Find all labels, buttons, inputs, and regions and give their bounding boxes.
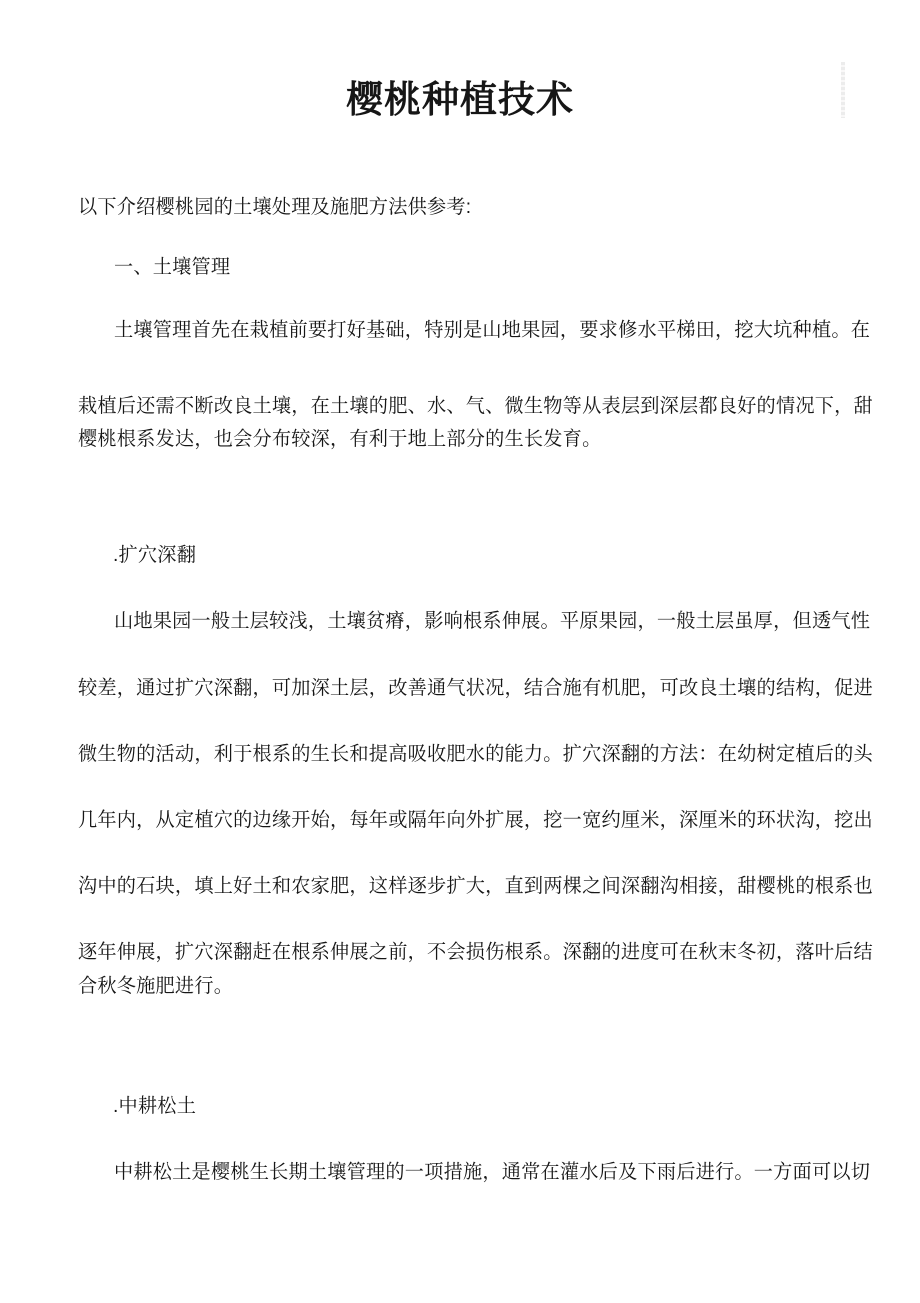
body-text-line: 逐年伸展，扩穴深翻赶在根系伸展之前，不会损伤根系。深翻的进度可在秋末冬初，落叶后结 xyxy=(78,942,873,963)
body-text-line: 微生物的活动，利于根系的生长和提高吸收肥水的能力。扩穴深翻的方法：在幼树定植后的头 xyxy=(78,744,873,765)
body-text-line: 土壤管理首先在栽植前要打好基础，特别是山地果园，要求修水平梯田，挖大坑种植。在 xyxy=(114,320,871,341)
subsection-heading-soil-loosening: .中耕松土 xyxy=(113,1096,197,1117)
section-heading-soil-management: 一、土壤管理 xyxy=(114,257,231,278)
intro-text: 以下介绍樱桃园的土壤处理及施肥方法供参考: xyxy=(78,197,472,218)
body-text-line: 几年内，从定植穴的边缘开始，每年或隔年向外扩展，挖一宽约厘米，深厘米的环状沟，挖出 xyxy=(78,810,873,831)
body-text-line: 樱桃根系发达，也会分布较深，有利于地上部分的生长发育。 xyxy=(78,429,602,450)
subsection-heading-deep-tillage: .扩穴深翻 xyxy=(113,545,197,566)
body-text-line: 沟中的石块，填上好土和农家肥，这样逐步扩大，直到两棵之间深翻沟相接，甜樱桃的根系也 xyxy=(78,876,873,897)
body-text-line: 栽植后还需不断改良土壤，在土壤的肥、水、气、微生物等从表层到深层都良好的情况下，甜 xyxy=(78,396,873,417)
page-edge-scroll-artifact xyxy=(841,62,845,118)
body-text-line: 较差，通过扩穴深翻，可加深土层，改善通气状况，结合施有机肥，可改良土壤的结构，促进 xyxy=(78,678,873,699)
document-title: 樱桃种植技术 xyxy=(346,79,574,120)
body-text-line: 合秋冬施肥进行。 xyxy=(78,976,234,997)
body-text-line: 山地果园一般土层较浅，土壤贫瘠，影响根系伸展。平原果园，一般土层虽厚，但透气性 xyxy=(114,611,871,632)
body-text-line: 中耕松土是樱桃生长期土壤管理的一项措施，通常在灌水后及下雨后进行。一方面可以切 xyxy=(114,1162,871,1183)
